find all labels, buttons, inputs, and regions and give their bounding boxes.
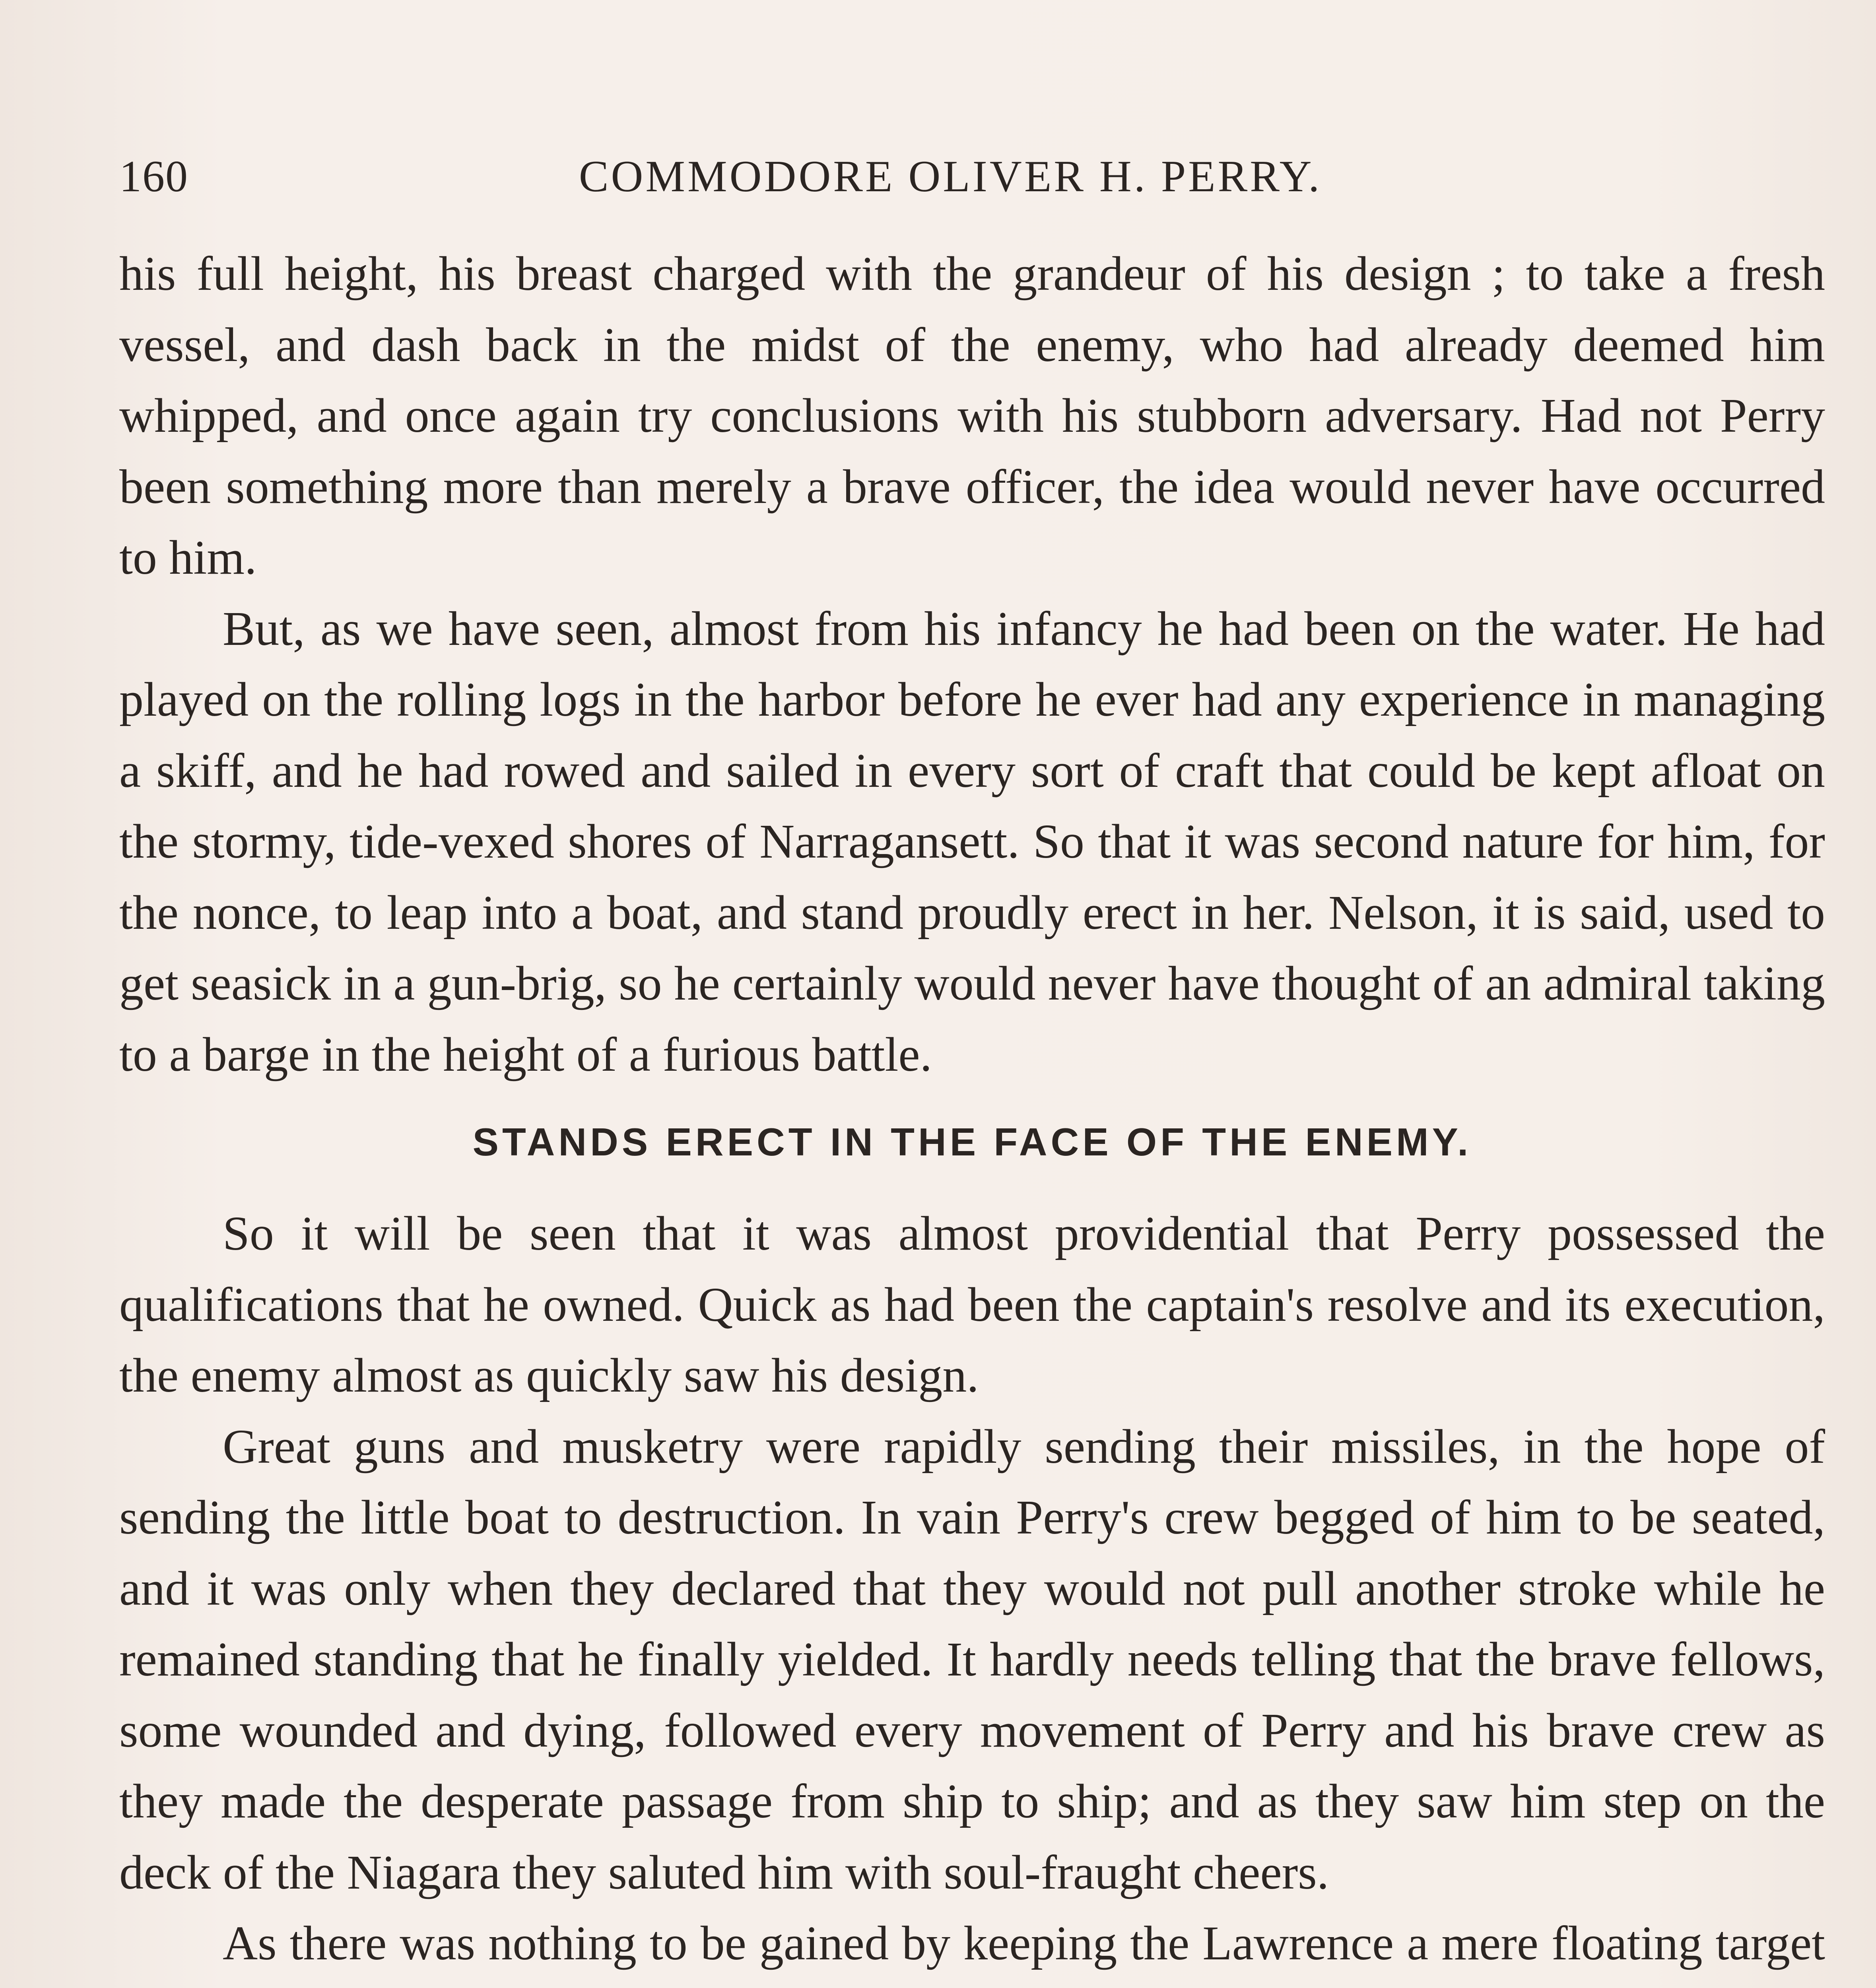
paragraph: So it will be seen that it was almost providential that Perry possessed the qualifications that he owned. Quick as had been the captain's resolve and its execution, the enemy almost as quickly saw his design. [119,1207,1825,1402]
paragraph: As there was nothing to be gained by keeping the Lawrence a mere floating target [223,1916,1825,1970]
paragraph-continued: his full height, his breast charged with the grandeur of his design ; to take a fresh vessel, and dash back in the midst of the enemy, who had already deemed him whipped, and once again try conclusions with his stubborn adversary. Had not Perry been something more than merely a brave officer, the idea would never have occurred to him. [119,247,1825,584]
paragraph: But, as we have seen, almost from his infancy he had been on the water. He had played on the rolling logs in the harbor before he ever had any experience in managing a skiff, and he had rowed and sailed in every sort of craft that could be kept afloat on the stormy, tide-vexed shores of Narragansett. So that it was second nature for him, for the nonce, to leap into a boat, and stand proudly erect in her. Nelson, it is said, used to get seasick in a gun-brig, so he certainly would never have thought of an admiral taking to a barge in the height of a furious battle. [119,602,1825,1081]
running-head [119,151,1781,215]
running-title: COMMODORE OLIVER H. PERRY. [579,152,1322,201]
section-heading: STANDS ERECT IN THE FACE OF THE ENEMY. [472,1120,1472,1164]
paragraph: Great guns and musketry were rapidly sending their missiles, in the hope of sending the little boat to destruction. In vain Perry's crew begged of him to be seated, and it was only when they declared that they would not pull another stroke while he remained standing that he finally yielded. It hardly needs telling that the brave fellows, some wounded and dying, followed every movement of Perry and his brave crew as they made the desperate passage from ship to ship; and as they saw him step on the deck of the Niagara they saluted him with soul-fraught cheers. [119,1419,1825,1899]
body-text [119,239,1825,1988]
page-number: 160 [119,152,188,201]
